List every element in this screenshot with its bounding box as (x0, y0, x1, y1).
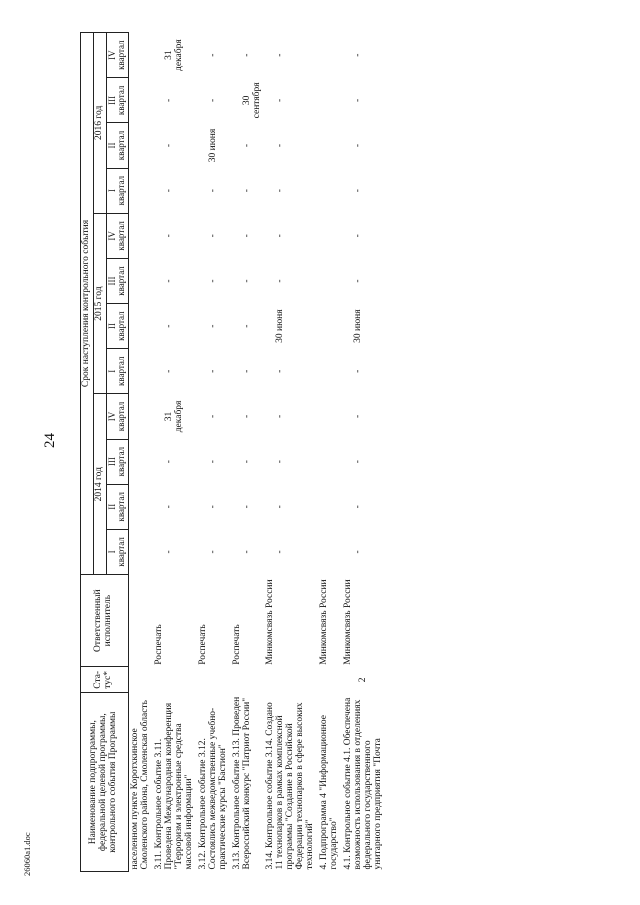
row-deadline-cell: - (207, 460, 218, 464)
header-year: 2016 год (93, 33, 106, 214)
quarter-word: квартал (116, 221, 127, 251)
control-events-table (80, 32, 386, 872)
row-deadline-cell (128, 394, 152, 439)
row-deadline-cell: - (241, 234, 252, 238)
quarter-word: квартал (116, 492, 127, 522)
row-deadline-cell: 30 июня (353, 309, 364, 343)
rotated-table-area (80, 32, 640, 872)
quarter-word: квартал (116, 446, 127, 477)
table-row (231, 33, 265, 872)
row-name: 4.1. Контрольное событие 4.1. Обеспечена возможность использования в отделениях федерального государственного унитарного предприятия "Почта (343, 697, 384, 870)
row-deadline-cell: - (207, 234, 218, 238)
header-deadline-group: Срок наступления контрольного события (81, 33, 94, 575)
quarter-number: III (106, 95, 117, 105)
row-responsible: Роспечать (153, 624, 164, 665)
row-deadline-cell: - (353, 369, 364, 373)
row-deadline-cell: - (207, 279, 218, 283)
row-deadline-cell: - (353, 505, 364, 509)
row-deadline-cell: - (275, 53, 286, 57)
table-body (128, 33, 386, 872)
table-row (264, 33, 318, 872)
row-deadline-cell: - (275, 505, 286, 509)
row-deadline-cell (128, 33, 152, 78)
row-deadline-cell: - (207, 324, 218, 328)
row-deadline-cell: - (241, 53, 252, 57)
row-deadline-cell (318, 123, 342, 168)
row-deadline-cell: - (353, 460, 364, 464)
row-status (128, 667, 152, 693)
quarter-number: IV (106, 231, 117, 241)
row-deadline-cell (318, 349, 342, 394)
row-status (318, 667, 342, 693)
row-deadline-cell: - (353, 279, 364, 283)
row-deadline-cell: - (275, 234, 286, 238)
row-deadline-cell: - (275, 143, 286, 148)
row-deadline-cell: - (163, 189, 174, 193)
row-deadline-cell (318, 258, 342, 303)
row-name: 3.12. Контрольное событие 3.12. Состоялись межведомственные учебно-практические курсы "Бастион" (197, 707, 228, 870)
row-deadline-cell: - (353, 414, 364, 419)
table-row (153, 33, 197, 872)
row-responsible: Минкомсвязь России (319, 579, 330, 665)
row-name: 4. Подпрограмма 4 "Информационное государство" (319, 715, 340, 870)
row-deadline-cell (318, 304, 342, 349)
header-quarter (106, 304, 128, 349)
row-name: 3.11. Контрольное событие 3.11. Проведена Международная конференция "Терроризм и электронные средства массовой информации" (153, 702, 194, 870)
row-deadline-cell (128, 439, 152, 484)
quarter-number: I (106, 369, 117, 373)
row-deadline-cell (318, 484, 342, 529)
quarter-word: квартал (116, 130, 127, 161)
quarter-number: II (106, 323, 117, 330)
quarter-number: I (106, 189, 117, 193)
row-deadline-cell: - (353, 53, 364, 57)
row-deadline-cell: - (207, 189, 218, 193)
quarter-word: квартал (116, 356, 127, 387)
row-deadline-cell: - (163, 505, 174, 509)
row-deadline-cell: - (353, 98, 364, 102)
row-deadline-cell (128, 484, 152, 529)
row-deadline-cell: 31 декабря (163, 400, 184, 433)
row-responsible: Минкомсвязь России (265, 579, 276, 665)
row-deadline-cell: 30 июня (207, 128, 218, 163)
header-quarter (106, 484, 128, 529)
row-deadline-cell: - (353, 234, 364, 238)
row-deadline-cell: - (207, 414, 218, 419)
row-deadline-cell (318, 213, 342, 258)
row-status: 2 (358, 677, 369, 683)
row-deadline-cell: - (241, 324, 252, 328)
row-status (231, 667, 265, 693)
row-deadline-cell: - (163, 550, 174, 554)
row-deadline-cell: - (241, 414, 252, 419)
header-name: Наименование подпрограммы, федеральной целевой программы, контрольного события Программы (81, 693, 129, 872)
row-deadline-cell: 30 июня (275, 309, 286, 343)
table-header (81, 33, 129, 872)
row-deadline-cell (128, 78, 152, 123)
footer-file-code: 26060a1.doc (22, 832, 32, 876)
quarter-word: квартал (116, 175, 127, 206)
row-responsible: Минкомсвязь России (343, 579, 354, 665)
row-deadline-cell (128, 304, 152, 349)
header-quarter (106, 78, 128, 123)
header-quarter (106, 258, 128, 303)
row-deadline-cell: - (163, 369, 174, 373)
row-deadline-cell: - (207, 369, 218, 373)
row-status (264, 667, 318, 693)
header-quarter (106, 439, 128, 484)
row-deadline-cell: - (207, 98, 218, 102)
row-deadline-cell (318, 78, 342, 123)
row-deadline-cell: - (353, 550, 364, 554)
header-year: 2014 год (93, 394, 106, 575)
row-deadline-cell: - (275, 460, 286, 464)
row-deadline-cell: - (353, 189, 364, 193)
row-deadline-cell: - (241, 505, 252, 509)
row-deadline-cell: - (241, 279, 252, 283)
quarter-word: квартал (116, 401, 127, 432)
row-deadline-cell: - (207, 550, 218, 554)
row-deadline-cell: - (163, 234, 174, 238)
row-deadline-cell (318, 33, 342, 78)
header-quarter (106, 349, 128, 394)
row-deadline-cell: 30 сентября (241, 82, 262, 119)
quarter-word: квартал (116, 266, 127, 296)
quarter-number: IV (106, 50, 117, 60)
row-status (197, 667, 231, 693)
quarter-word: квартал (116, 85, 127, 116)
row-deadline-cell (128, 529, 152, 574)
row-deadline-cell: - (241, 189, 252, 193)
row-deadline-cell: - (275, 550, 286, 554)
header-quarter (106, 213, 128, 258)
header-status: Ста-тус* (81, 667, 129, 693)
row-deadline-cell (128, 213, 152, 258)
header-year: 2015 год (93, 213, 106, 394)
row-name: 3.14. Контрольное событие 3.14. Создано 11 технопарков в рамках комплексной программы "Создание в Российской Федерации технопарков в сфере высоких технологий" (265, 702, 316, 870)
row-deadline-cell: - (275, 279, 286, 283)
quarter-number: I (106, 550, 117, 554)
row-deadline-cell: - (163, 279, 174, 283)
table-row (128, 33, 152, 872)
header-quarter (106, 168, 128, 213)
quarter-word: квартал (116, 40, 127, 70)
row-deadline-cell: - (275, 414, 286, 419)
row-deadline-cell: 31 декабря (163, 39, 184, 71)
row-status (153, 667, 197, 693)
row-deadline-cell: - (163, 324, 174, 328)
row-deadline-cell: - (241, 550, 252, 554)
table-row (342, 33, 386, 872)
quarter-number: IV (106, 411, 117, 422)
row-deadline-cell (318, 168, 342, 213)
page-number: 24 (42, 433, 58, 448)
row-deadline-cell: - (275, 98, 286, 102)
row-deadline-cell (128, 258, 152, 303)
row-deadline-cell (318, 529, 342, 574)
row-responsible (128, 574, 152, 666)
quarter-number: II (106, 142, 117, 149)
header-quarter (106, 33, 128, 78)
row-name: 3.13. Контрольное событие 3.13. Проведен Всероссийский конкурс "Патриот России" (231, 696, 252, 870)
quarter-word: квартал (116, 537, 127, 567)
row-deadline-cell: - (163, 143, 174, 148)
row-deadline-cell: - (207, 53, 218, 57)
row-deadline-cell: - (241, 369, 252, 373)
row-responsible: Роспечать (231, 624, 242, 665)
quarter-number: III (106, 276, 117, 286)
row-deadline-cell (128, 123, 152, 168)
table-row (197, 33, 231, 872)
quarter-word: квартал (116, 311, 127, 341)
row-name: населенном пункте Коротхкинское Смоленского района, Смоленская область (129, 700, 150, 870)
table-row (318, 33, 342, 872)
row-deadline-cell: - (163, 460, 174, 464)
row-deadline-cell (128, 168, 152, 213)
header-quarter (106, 123, 128, 168)
row-deadline-cell: - (353, 143, 364, 148)
row-deadline-cell (318, 394, 342, 439)
row-deadline-cell: - (275, 189, 286, 193)
row-deadline-cell: - (241, 143, 252, 148)
row-deadline-cell: - (163, 98, 174, 102)
quarter-number: III (106, 457, 117, 467)
row-responsible: Роспечать (197, 624, 208, 665)
header-quarter (106, 394, 128, 439)
row-deadline-cell (318, 439, 342, 484)
header-responsible: Ответственный исполнитель (81, 574, 129, 666)
row-deadline-cell (128, 349, 152, 394)
quarter-number: II (106, 503, 117, 510)
row-deadline-cell: - (241, 460, 252, 464)
row-deadline-cell: - (207, 505, 218, 509)
header-quarter (106, 529, 128, 574)
row-deadline-cell: - (275, 369, 286, 373)
